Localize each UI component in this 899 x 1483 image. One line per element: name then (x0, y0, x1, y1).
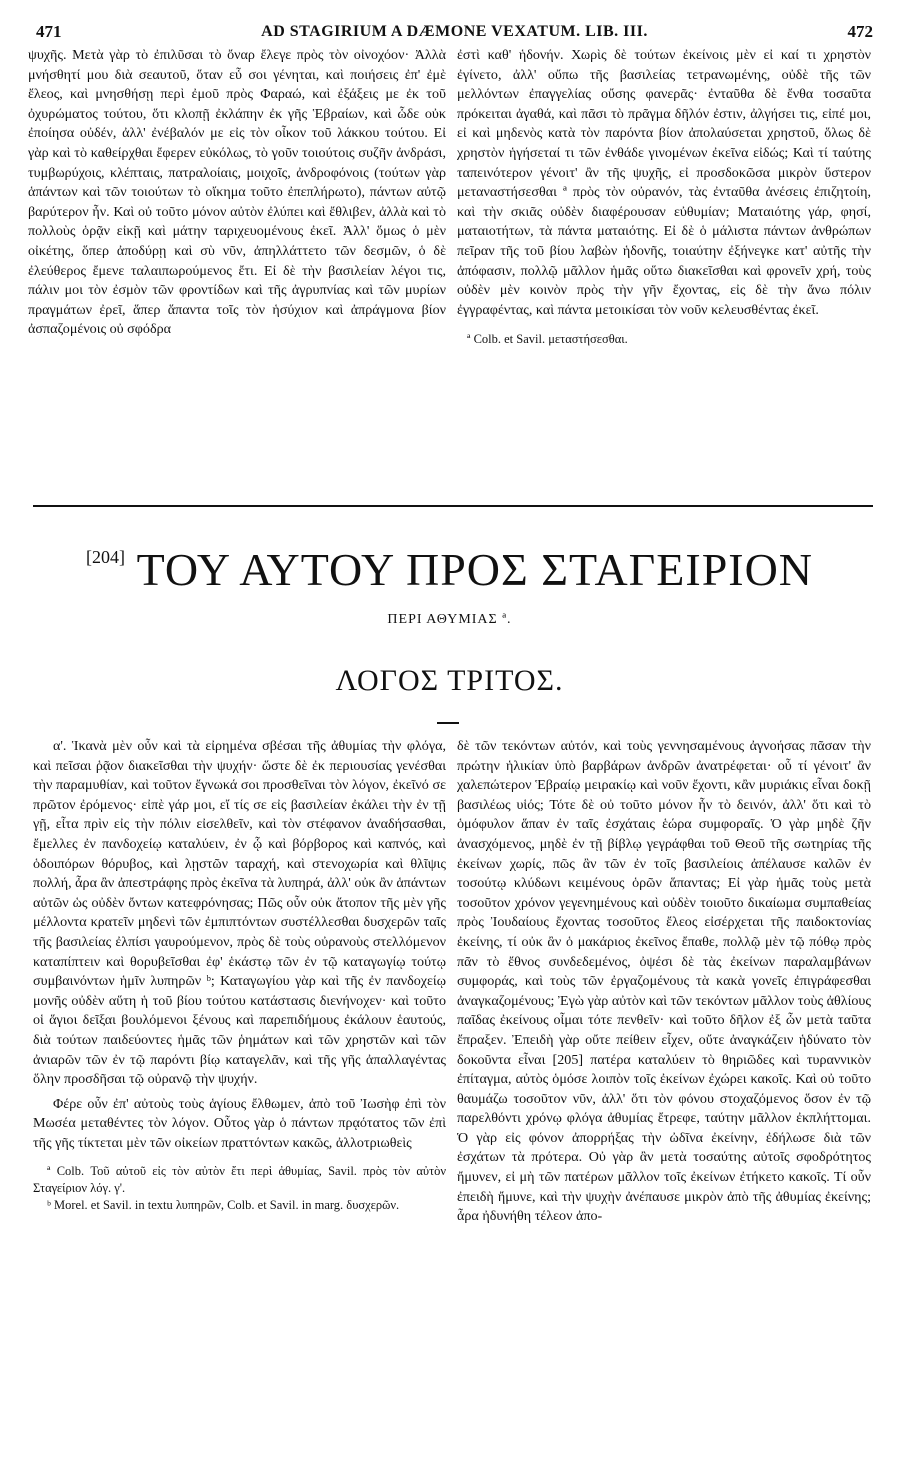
page-number-left: 471 (36, 22, 62, 41)
running-title: AD STAGIRIUM A DÆMONE VEXATUM. LIB. III. (261, 23, 648, 40)
section-page-marker: [204] (85, 547, 125, 567)
top-left-text: ψυχῆς. Μετὰ γὰρ τὸ ἐπιλῦσαι τὸ ὄναρ ἔλεγε πρὸς τὸν οἰνοχόον· Ἀλλὰ μνήσθητί μου διὰ σεαυτοῦ, ὅταν εὖ σοι γένηται, καὶ ποιήσεις ἐπ' ἐμὲ ἔλεος, καὶ μνησθήσῃ περὶ ἐμοῦ πρὸς Φαραώ, καὶ ἐξάξεις με ἐκ τοῦ ὀχυρώματος τούτου, ὅτι κλοπῇ ἐκλάπην ἐκ γῆς Ἑβραίων, καὶ ὧδε οὐκ ἐποίησα οὐδέν, ἀλλ' ἐνέβαλόν με εἰς τὸν οἶκον τοῦ λάκκου τούτου. Εἰ γὰρ καὶ τὸ καθείρχθαι ἔφερεν εὐκόλως, τὸ γοῦν τοιούτοις συζῆν ἀνδράσι, τυμβωρύχοις, κλέπταις, πατραλοίαις, μοιχοῖς, ἀνδροφόνοις (τούτων γὰρ ἁπάντων καὶ τῶν τοιούτων τὸ οἴκημα τοῦτο ἐπεπλήρωτο), πάντων αὐτῷ βαρύτερον ἦν. Καὶ οὐ τοῦτο μόνον αὐτὸν ἐλύπει καὶ ἔθλιβεν, ἀλλὰ καὶ τὸ πολλοὺς ὁρᾷν εἰκῇ καὶ μάτην ταριχευομένους ἐκεῖ. Ἀλλ' ὅμως ὁ μὲν οἰκέτης, ὅπερ ἀποδύρῃ καὶ σὺ νῦν, ἀπηλλάττετο τῶν δεσμῶν, ὁ δὲ ἐλεύθερος ἔμενε ταλαιπωρούμενος ἔτι. Εἰ δὲ τὴν βασιλείαν λέγοι τις, πάλιν μοι τὸν ἐσμὸν τῶν φροντίδων καὶ τῆς ἀγρυπνίας καὶ τῶν μυρίων πραγμάτων ἐρεῖ, ἅπερ ἅπαντα τοῖς τὸν ἡσύχιον καὶ ἀπράγμονα βίον ἀσπαζομένοις οὐ σφόδρα (28, 47, 446, 338)
top-right-column (457, 46, 871, 350)
section-logos-heading: ΛΟΓΟΣ ΤΡΙΤΟΣ. (335, 664, 564, 697)
section-title (0, 543, 899, 596)
bottom-left-column (33, 737, 446, 1214)
page-number-right: 472 (847, 22, 873, 41)
footnote-b: ᵇ Morel. et Savil. in textu λυπηρῶν, Colb. et Savil. in marg. δυσχερῶν. (47, 1198, 400, 1213)
running-head (36, 22, 873, 46)
top-left-column (28, 46, 446, 340)
short-rule (437, 722, 459, 724)
section-divider-rule (33, 505, 873, 507)
top-right-footnote: ª Colb. et Savil. μεταστήσεσθαι. (467, 332, 628, 347)
footnote-a: ª Colb. Τοῦ αὐτοῦ εἰς τὸν αὐτὸν ἔτι περὶ ἀθυμίας, Savil. πρὸς τὸν αὐτὸν Σταγείριον λόγ. γ'. (33, 1164, 446, 1196)
bottom-right-text: δὲ τῶν τεκόντων αὐτόν, καὶ τοὺς γεννησαμένους ἀγνοήσας πᾶσαν τὴν πρώτην ἡλικίαν ὑπὸ βαρβάρων ἀνδρῶν ἀνατρέφεται· οὗ τί γένοιτ' ἂν χαλεπώτερον Ἑβραίῳ μειρακίῳ καὶ νοῦν ἔχοντι, κἂν μυριάκις εἶναι δοκῇ βασιλέως υἱός; Τότε δὲ οὐ τοῦτο μόνον ἦν τὸ δεινόν, ἀλλ' ὅτι καὶ τὸ ὁμόφυλον ἅπαν ἐν ταῖς ἐσχάταις ἑώρα συμφοραῖς. Ὁ γὰρ μηδὲ ζῆν ἀνασχόμενος, μηδὲ ἐν τῇ βίβλῳ γεγράφθαι τοῦ Θεοῦ τῆς σωτηρίας τῆς ἐκείνων χωρίς, πῶς ἂν τῶν ἐν τοῖς βασιλείοις ἀπέλαυσε καλῶν ἐν τοσούτῳ κλύδωνι κειμένους ὁρῶν ἅπαντας; Εἰ γὰρ ἡμᾶς τοὺς μετὰ τοσοῦτον χρόνον γεγενημένους καὶ οὐδὲν τοιοῦτο δικαίωμα συμπαθείας πρὸς Ἰουδαίους ἔχοντας τοσοῦτος ἔλεος εἰσέρχεται τῆς παιδοκτονίας ἐκείνης, τί οὐκ ἂν ὁ μακάριος ἐκεῖνος ἔπαθε, πολλῷ μὲν τῷ πόθῳ πρὸς πᾶν τὸ ἔθνος συνδεδεμένος, ὀψέσι δὲ τὰς ἐκείνων παραλαμβάνων συμφοράς, καὶ τοὺς τῶν ἐργαζομένους τὰ κακὰ γονεῖς ἐπιγράφεσθαι ἀναγκαζομένους; Ἐγὼ γὰρ αὐτὸν καὶ τῶν τεκόντων μᾶλλον τοὺς ἀθλίους παῖδας ἐκείνους οἶμαι τότε πενθεῖν· καὶ τοῦτο δῆλον ἐξ ὧν μετὰ ταῦτα ἔπραξεν. Ἐπειδὴ γὰρ οὔτε πείθειν εἶχεν, οὔτε ἀναγκάζειν ἡδύνατο τὸν δοκοῦντα εἶναι [205] πατέρα καταλύειν τὸ θηριῶδες καὶ τυραννικὸν ἐπίταγμα, αὐτὸς ὁμόσε λοιπὸν τοῖς ἐκείνων ἐχώρει κακοῖς. Καὶ οὐ τοῦτο θαυμάζω τοσοῦτον νῦν, ἀλλ' ὅτι τὸν φόνου στοχαζόμενος ὅσον ἐν τῷ παρελθόντι χρόνῳ φλόγα ἀθυμίας ἔτρεφε, ταύτην μᾶλλον ἐκπλήττομαι. Ὁ γὰρ εἰς φόνον ἀπορρήξας τὴν ὠδῖνα ἐκείνην, ἐδήλωσε διὰ τῶν ἐσχάτων τὰ πρότερα. Οὐ γὰρ ἂν μετὰ τοσαύτης αὐτοῖς σφοδρότητος ἤμυνεν, εἰ μὴ τῶν πατέρων μᾶλλον τοῖς ἐκείνων ἐτήκετο κακοῖς. Τί οὖν ἐπειδὴ ἤμυνε, καὶ τὴν ψυχὴν ἀνέπαυσε μικρὸν ἀπὸ τῆς ἀθυμίας ἐκείνης; ἆρα ἠδυνήθη τέλεον ἀπο- (457, 738, 871, 1225)
paragraph-1: α'. Ἱκανὰ μὲν οὖν καὶ τὰ εἰρημένα σβέσαι τῆς ἀθυμίας τὴν φλόγα, καὶ πεῖσαι ῥᾷον διακεῖσθαι τὴν ψυχήν· ὥστε δὲ ἐκ περιουσίας γενέσθαι τὴν παραμυθίαν, καὶ τοῦτον ἔγνωκά σοι προσθεῖναι τὸν λόγον, ἐκεῖνό σε πρῶτον ἐρόμενος· εἰπὲ γάρ μοι, εἴ τίς σε εἰς βασιλείαν ἐκάλει τὴν ἐν τῇ γῇ, εἶτα πρὶν εἰς τὴν πόλιν εἰσελθεῖν, καὶ τὸν στέφανον ἀναδήσασθαι, ἔμελλες ἐν πανδοχείῳ καταλύειν, ἐν ᾧ καὶ βόρβορος καὶ καπνός, καὶ ὁδοιπόρων θόρυβος, καὶ λῃστῶν ταραχή, καὶ στενοχωρία καὶ θλῖψις πολλή, ἆρα ἂν ἀπεστράφης πρὸς ἐκεῖνα τὰ λυπηρά, ἀλλ' οὐκ ἂν ἁπάντων αὐτῶν ὡς οὐδὲν ὄντων κατεφρόνησας; Πῶς οὖν οὐκ ἄτοπον τῆς μὲν γῆς μέλλοντα κρατεῖν μηδενὶ τῶν ἐμπιπτόντων συστέλλεσθαι δυσχερῶν ταῖς τῆς βασιλείας ἐλπίσι γαυρούμενον, πρὸς δὲ τοὺς οὐρανοὺς στελλόμενον καταπίπτειν καὶ θορυβεῖσθαι ἐφ' ἑκάστῳ τῶν ἐν τῷ καταγωγίῳ τούτῳ συμβαινόντων ἡμῖν λυπηρῶν ᵇ; Καταγωγίου γὰρ καὶ τῆς ἐν πανδοχείῳ μονῆς οὐδὲν αὕτη ἡ τοῦ βίου τούτου κατάστασις διενήνοχεν· καὶ τοῦτο οἱ ἅγιοι δεῖξαι βουλόμενοι ξένους καὶ παρεπιδήμους ἐκάλουν ἑαυτούς, διὰ τούτων παιδεύοντες ἡμᾶς τῶν ῥημάτων καὶ τῶν χρηστῶν καὶ τῶν ἀνιαρῶν τῶν ἐν τῷ παρόντι βίῳ καταγελᾶν, καὶ τῆς γῆς ἀπαλλαγέντας ὅλην προσδῆσαι τῷ οὐρανῷ τὴν ψυχήν. (33, 738, 446, 1088)
top-right-text: ἐστὶ καθ' ἡδονήν. Χωρὶς δὲ τούτων ἐκείνοις μὲν εἰ καί τι χρηστὸν ἐγίνετο, ἀλλ' οὔπω τῆς βασιλείας τετρανωμένης, οὐδὲ τῆς τῶν μελλόντων ἐπαγγελίας οὔσης φανερᾶς· ἐνταῦθα δὲ ἔνθα τοσαῦτα πρόκειται ἀγαθά, καὶ πᾶσι τὸ πρᾶγμα δῆλόν ἐστιν, ἀλγήσει τις, εἰπέ μοι, εἰ καὶ μηδενὸς κατὰ τὸν παρόντα βίον ἀπολαύσεται χρηστοῦ, ὅλως δὲ χρηστὸν ἡγήσεταί τι τῶν ἐνθάδε γινομένων ἐκεῖνα εἰδώς; Καὶ τί ταύτης ταπεινότερον γένοιτ' ἂν τῆς ψυχῆς, εἰ προσδοκῶσα μικρὸν ὕστερον μεταναστήσεσθαι ª πρὸς τὸν οὐρανόν, τὰς ἐνταῦθα ἀνέσεις ἐπιζητοίη, καὶ τὴν σκιᾶς οὐδὲν διαφέρουσαν εὐθυμίαν; Ματαιότης γάρ, φησί, ματαιοτήτων, τὰ πάντα ματαιότης. Εἰ δὲ ὁ μάλιστα πάντων ἀνθρώπων πεῖραν τῆς τοῦ βίου λαβὼν ἡδονῆς, τοιαύτην ἐξήνεγκε κατ' αὐτῆς τὴν ἀπόφασιν, πολλῷ μᾶλλον ἡμᾶς οὕτω διακεῖσθαι καὶ φρονεῖν χρή, τοὺς οὐδὲν μὲν κοινὸν πρὸς τὴν γῆν ἔχοντας, εἰς δὲ τὴν ἄνω πόλιν ἐγγραφέντας, καὶ πάντα μετοικίσαι τὸν νοῦν κελευσθέντας ἐκεῖ. (457, 47, 871, 318)
footnotes (33, 1163, 446, 1214)
section-subtitle: ΠΕΡΙ ΑΘΥΜΙΑΣ ª. (387, 612, 512, 627)
bottom-right-column (457, 737, 871, 1227)
section-title-text: ΤΟΥ ΑΥΤΟΥ ΠΡΟΣ ΣΤΑΓΕΙΡΙΟΝ (136, 544, 814, 595)
paragraph-2: Φέρε οὖν ἐπ' αὐτοὺς τοὺς ἁγίους ἔλθωμεν, ἀπὸ τοῦ Ἰωσὴφ ἐπὶ τὸν Μωσέα μεταθέντες τὸν λόγον. Οὗτος γὰρ ὁ πάντων πρᾳότατος τῶν ἐπὶ τῆς γῆς τίκτεται μὲν τῶν οἰκείων πραττόντων κακῶς, ἀλλοτριωθεὶς (33, 1095, 446, 1151)
